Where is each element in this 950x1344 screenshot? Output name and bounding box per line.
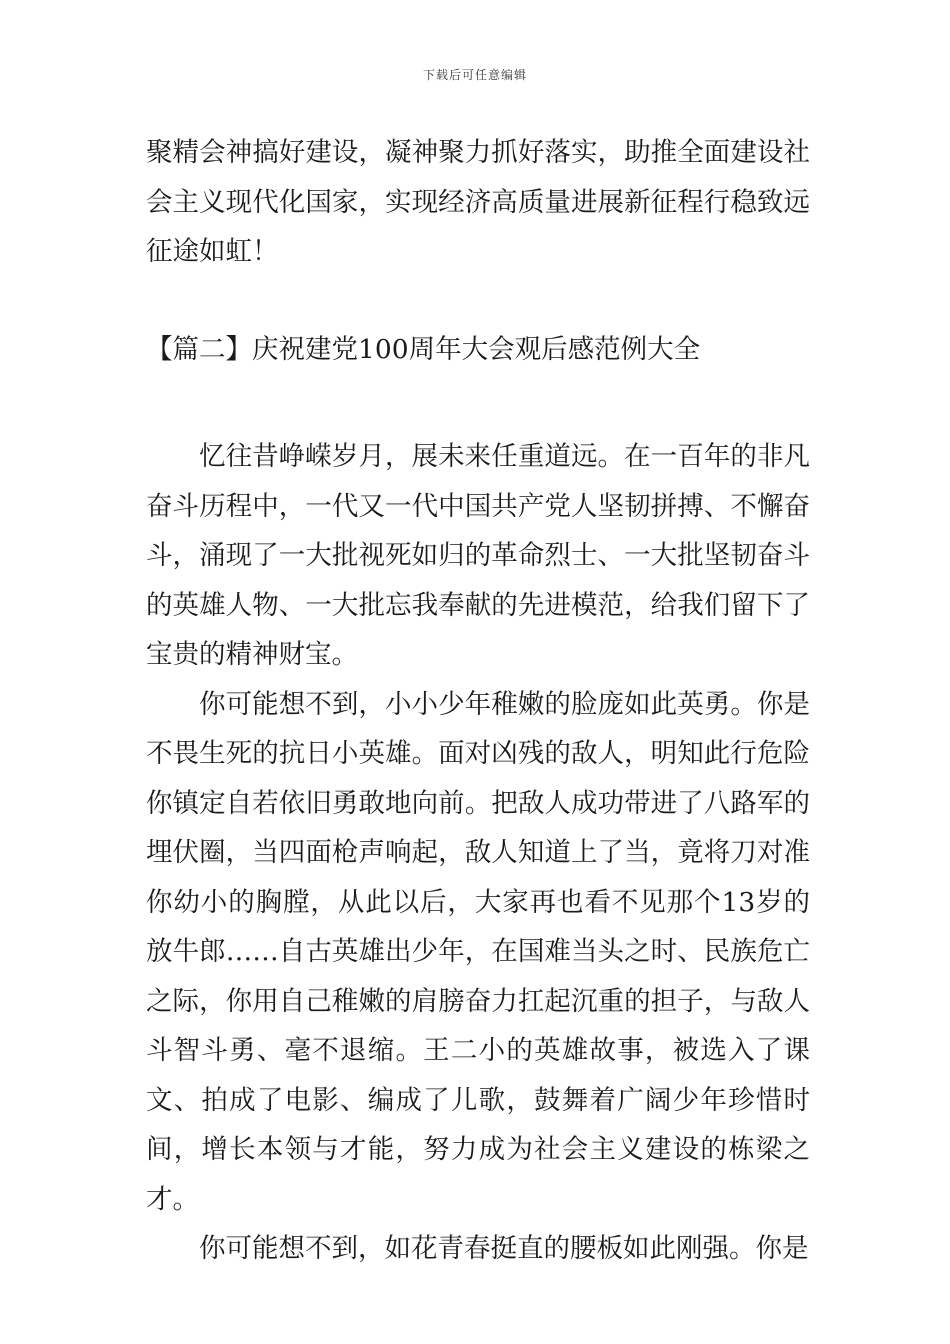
document-body <box>146 128 810 1274</box>
paragraph-1: 忆往昔峥嵘岁月，展未来任重道远。在一百年的非凡奋斗历程中，一代又一代中国共产党人坚韧拼搏、不懈奋斗，涌现了一大批视死如归的革命烈士、一大批坚韧奋斗的英雄人物、一大批忘我奉献的先进模范，给我们留下了宝贵的精神财宝。 <box>146 441 810 670</box>
header-note: 下载后可任意编辑 <box>422 68 527 82</box>
paragraph-3: 你可能想不到，如花青春挺直的腰板如此刚强。你是 <box>199 1233 809 1264</box>
paragraph-2: 你可能想不到，小小少年稚嫩的脸庞如此英勇。你是不畏生死的抗日小英雄。面对凶残的敌人，明知此行危险你镇定自若依旧勇敢地向前。把敌人成功带进了八路军的埋伏圈，当四面枪声响起，敌人知道上了当，竟将刀对准你幼小的胸膛，从此以后，大家再也看不见那个13岁的放牛郎……自古英雄出少年，在国难当头之时、民族危亡之际，你用自己稚嫩的肩膀奋力扛起沉重的担子，与敌人斗智斗勇、毫不退缩。王二小的英雄故事，被选入了课文、拍成了电影、编成了儿歌，鼓舞着广阔少年珍惜时间，增长本领与才能，努力成为社会主义建设的栋梁之才。 <box>146 688 810 1215</box>
section-title: 【篇二】庆祝建党100周年大会观后感范例大全 <box>146 333 701 365</box>
spacer <box>146 374 810 432</box>
spacer <box>146 277 810 325</box>
continuation-paragraph: 聚精会神搞好建设，凝神聚力抓好落实，助推全面建设社会主义现代化国家，实现经济高质量进展新征程行稳致远征途如虹！ <box>146 137 810 267</box>
